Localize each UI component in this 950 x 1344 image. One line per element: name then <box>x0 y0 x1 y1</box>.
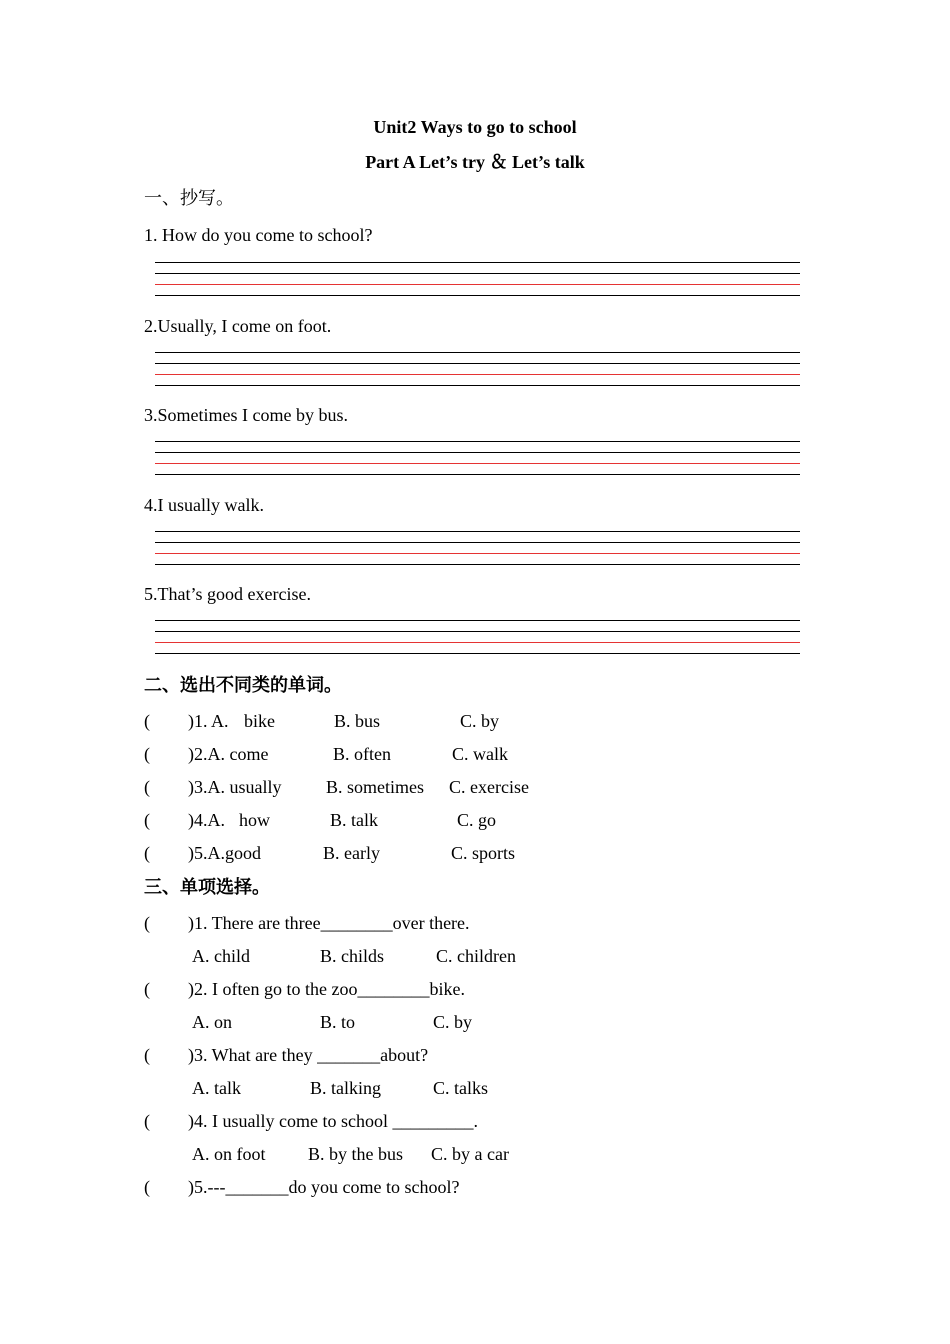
option-c: C. sports <box>451 843 516 863</box>
choice-options-row <box>192 1143 792 1165</box>
option-c: C. by <box>460 711 500 731</box>
writing-lines-2[interactable] <box>155 352 800 388</box>
option-c: C. exercise <box>449 777 529 797</box>
writing-line <box>155 564 800 565</box>
writing-line <box>155 262 800 263</box>
answer-paren[interactable]: ( <box>144 1177 150 1197</box>
answer-paren[interactable]: ( <box>144 843 150 863</box>
option-a: how <box>239 810 270 830</box>
writing-line <box>155 452 800 453</box>
option-b: B. often <box>333 744 391 764</box>
answer-paren[interactable]: ( <box>144 711 150 731</box>
option-c: C. by a car <box>431 1144 509 1164</box>
question-number: )5.A.good <box>188 843 261 863</box>
question-text: )1. There are three________over there. <box>188 913 470 933</box>
writing-line <box>155 474 800 475</box>
writing-line <box>155 385 800 386</box>
question-number: )2.A. come <box>188 744 269 764</box>
writing-line <box>155 295 800 296</box>
option-b: B. talking <box>310 1078 381 1098</box>
option-a: bike <box>244 711 275 731</box>
copy-sentence-5: 5.That’s good exercise. <box>144 584 311 604</box>
answer-paren[interactable]: ( <box>144 979 150 999</box>
writing-lines-1[interactable] <box>155 262 800 298</box>
writing-line-red <box>155 553 800 554</box>
writing-line <box>155 653 800 654</box>
answer-paren[interactable]: ( <box>144 777 150 797</box>
option-c: C. go <box>457 810 497 830</box>
writing-line <box>155 542 800 543</box>
option-a: A. child <box>192 946 250 966</box>
choice-options-row <box>192 1077 792 1099</box>
writing-line-red <box>155 374 800 375</box>
question-text: )4. I usually come to school _________. <box>188 1111 478 1131</box>
choice-options-row <box>192 1011 792 1033</box>
copy-sentence-3: 3.Sometimes I come by bus. <box>144 405 348 425</box>
copy-sentence-1: 1. How do you come to school? <box>144 225 373 245</box>
answer-paren[interactable]: ( <box>144 1111 150 1131</box>
option-b: B. by the bus <box>308 1144 404 1164</box>
option-c: C. walk <box>452 744 508 764</box>
choice-question-row <box>144 912 844 934</box>
option-b: B. early <box>323 843 380 863</box>
option-b: B. bus <box>334 711 381 731</box>
option-c: C. children <box>436 946 516 966</box>
worksheet-subtitle: Part A Let’s try ＆ Let’s talk <box>365 152 585 172</box>
question-text: )5.---_______do you come to school? <box>188 1177 460 1197</box>
writing-line-red <box>155 284 800 285</box>
writing-line <box>155 441 800 442</box>
option-b: B. sometimes <box>326 777 424 797</box>
odd-one-out-row <box>144 809 844 831</box>
option-c: C. by <box>433 1012 473 1032</box>
question-number: )1. A. <box>188 711 229 731</box>
answer-paren[interactable]: ( <box>144 913 150 933</box>
option-b: B. talk <box>330 810 378 830</box>
question-text: )2. I often go to the zoo________bike. <box>188 979 465 999</box>
section-3-heading: 三、单项选择。 <box>144 877 270 897</box>
writing-line <box>155 631 800 632</box>
odd-one-out-row <box>144 710 844 732</box>
question-number: )4.A. <box>188 810 225 830</box>
writing-lines-3[interactable] <box>155 441 800 477</box>
answer-paren[interactable]: ( <box>144 744 150 764</box>
option-b: B. to <box>320 1012 356 1032</box>
odd-one-out-row <box>144 842 844 864</box>
copy-sentence-2: 2.Usually, I come on foot. <box>144 316 332 336</box>
writing-lines-5[interactable] <box>155 620 800 656</box>
choice-question-row <box>144 978 844 1000</box>
writing-line-red <box>155 463 800 464</box>
choice-options-row <box>192 945 792 967</box>
choice-question-row <box>144 1044 844 1066</box>
section-2-heading: 二、选出不同类的单词。 <box>144 675 342 695</box>
option-a: A. on <box>192 1012 232 1032</box>
odd-one-out-row <box>144 743 844 765</box>
writing-line <box>155 273 800 274</box>
writing-line-red <box>155 642 800 643</box>
odd-one-out-row <box>144 776 844 798</box>
section-1-heading: 一、抄写。 <box>144 188 234 208</box>
answer-paren[interactable]: ( <box>144 810 150 830</box>
choice-question-row <box>144 1176 844 1198</box>
option-a: A. on foot <box>192 1144 266 1164</box>
choice-question-row <box>144 1110 844 1132</box>
writing-lines-4[interactable] <box>155 531 800 567</box>
option-c: C. talks <box>433 1078 489 1098</box>
question-text: )3. What are they _______about? <box>188 1045 429 1065</box>
writing-line <box>155 620 800 621</box>
option-b: B. childs <box>320 946 385 966</box>
question-number: )3.A. usually <box>188 777 282 797</box>
answer-paren[interactable]: ( <box>144 1045 150 1065</box>
worksheet-title: Unit2 Ways to go to school <box>373 117 577 137</box>
writing-line <box>155 363 800 364</box>
option-a: A. talk <box>192 1078 241 1098</box>
writing-line <box>155 531 800 532</box>
copy-sentence-4: 4.I usually walk. <box>144 495 264 515</box>
writing-line <box>155 352 800 353</box>
